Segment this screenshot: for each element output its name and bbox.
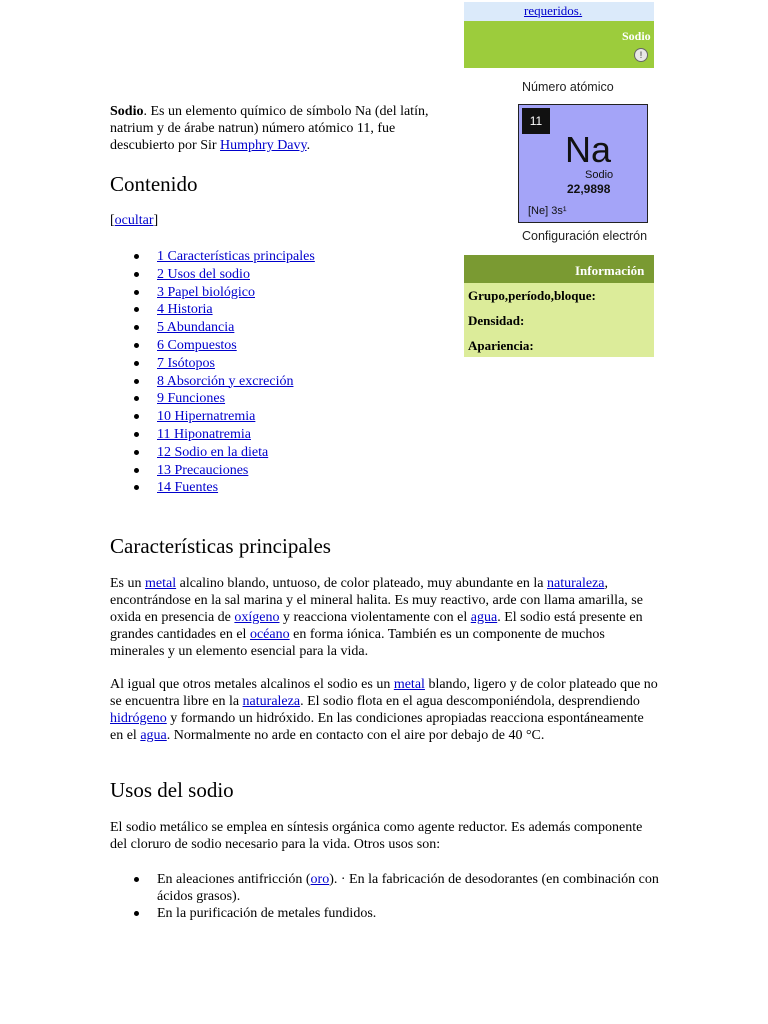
- section-heading-caracteristicas: Características principales: [110, 534, 331, 558]
- toc-link-5[interactable]: 5 Abundancia: [157, 320, 235, 336]
- infobox-top-cell: [464, 2, 654, 21]
- text-run: y reacciona violentamente con el: [279, 610, 471, 625]
- toc-link-10[interactable]: 10 Hipernatremia: [157, 409, 256, 425]
- element-number: 11: [522, 108, 550, 134]
- text-run: en forma iónica. También es un componente de muchos minerales y un elemento esencial para la vida.: [110, 627, 605, 659]
- toc-item: [110, 266, 315, 284]
- info-icon[interactable]: !: [634, 48, 648, 62]
- toc-item: [110, 319, 315, 337]
- toc-heading: Contenido: [110, 172, 198, 196]
- infobox-properties: [464, 283, 654, 357]
- toc-item: [110, 284, 315, 302]
- hidrogeno-link[interactable]: hidrógeno: [110, 711, 167, 726]
- toc-link-12[interactable]: 12 Sodio en la dieta: [157, 444, 269, 460]
- intro-bold-term: Sodio: [110, 104, 144, 119]
- text-run: , encontrándose en la sal marina y el mineral halita. Es muy reactivo, arde con llama amarilla, se oxida en presencia de: [110, 576, 643, 625]
- toc-link-4[interactable]: 4 Historia: [157, 302, 213, 318]
- toc-link-8[interactable]: 8 Absorción y excreción: [157, 373, 294, 389]
- toc-item: [110, 373, 315, 391]
- toc-item: [110, 301, 315, 319]
- element-symbol: Na: [565, 129, 612, 170]
- infobox-section-title: Información: [575, 263, 645, 278]
- list-item: [110, 905, 660, 922]
- naturaleza-link[interactable]: naturaleza: [547, 576, 605, 591]
- toc-link-3[interactable]: 3 Papel biológico: [157, 284, 255, 300]
- section1-paragraph-1: [110, 575, 660, 660]
- toc-link-7[interactable]: 7 Isótopos: [157, 355, 215, 371]
- intro-text-end: .: [306, 138, 311, 153]
- section1-paragraph-2: [110, 676, 660, 744]
- toc-item: [110, 462, 315, 480]
- list-item: [110, 871, 660, 905]
- intro-paragraph: [110, 103, 445, 154]
- oceano-link[interactable]: océano: [249, 627, 290, 642]
- element-tile: [518, 104, 648, 223]
- text-run: y formando un hidróxido. En las condiciones apropiadas reacciona espontáneamente en el: [110, 711, 644, 743]
- element-configuration: [Ne] 3s¹: [528, 205, 567, 217]
- text-run: alcalino blando, untuoso, de color plateado, muy abundante en la: [176, 576, 547, 591]
- toc-item: [110, 390, 315, 408]
- toc-link-13[interactable]: 13 Precauciones: [157, 462, 249, 478]
- infobox-title-bar: [464, 21, 654, 68]
- naturaleza-link[interactable]: naturaleza: [242, 694, 301, 709]
- section2-paragraph-1: El sodio metálico se emplea en síntesis orgánica como agente reductor. Es además componente del cloruro de sodio necesario para la vida. Otros usos son:: [110, 820, 643, 852]
- toc-item: [110, 355, 315, 373]
- text-run: blando, ligero y de color plateado que no se encuentra libre en la: [110, 677, 658, 709]
- toc-item: [110, 408, 315, 426]
- agua-link[interactable]: agua: [140, 728, 167, 743]
- agua-link[interactable]: agua: [470, 610, 498, 625]
- text-run: En aleaciones antifricción (: [157, 872, 311, 887]
- metal-link[interactable]: metal: [145, 576, 177, 591]
- property-density-label: Densidad:: [468, 313, 525, 328]
- uses-list: [110, 871, 660, 922]
- toc-bracket-close: ]: [153, 213, 159, 228]
- toc-item: [110, 426, 315, 444]
- element-mass: 22,9898: [567, 182, 611, 196]
- toc-item: [110, 337, 315, 355]
- element-name: Sodio: [585, 169, 614, 181]
- metal-link[interactable]: metal: [393, 677, 425, 692]
- text-run: ). · En la fabricación de desodorantes (en combinación con ácidos grasos).: [157, 872, 659, 904]
- atomic-number-label: Número atómico: [522, 80, 614, 94]
- toc-toggle: [110, 213, 158, 229]
- toc-link-1[interactable]: 1 Características principales: [157, 249, 315, 264]
- configuration-label: Configuración electrón: [522, 229, 648, 243]
- text-run: . Normalmente no arde en contacto con el aire por debajo de 40 °C.: [166, 728, 545, 743]
- toc-link-2[interactable]: 2 Usos del sodio: [157, 266, 250, 282]
- text-run: . El sodio está presente en grandes cantidades en el: [110, 610, 643, 642]
- toc-bracket-open: [: [110, 213, 115, 228]
- text-run: Al igual que otros metales alcalinos el sodio es un: [110, 677, 394, 692]
- intro-text: . Es un elemento químico de símbolo Na (del latín, natrium y de árabe natrun) número atómico 11, fue descubierto por Sir: [110, 104, 429, 153]
- infobox-section-header: [464, 255, 654, 283]
- text-run: En la purificación de metales fundidos.: [157, 906, 377, 921]
- toc-item: [110, 479, 315, 497]
- toc-item: [110, 248, 315, 266]
- property-group-label: Grupo,período,bloque:: [468, 288, 596, 303]
- oro-link[interactable]: oro: [310, 872, 330, 887]
- toc-link-14[interactable]: 14 Fuentes: [157, 480, 219, 496]
- toc-hide-link[interactable]: ocultar: [114, 213, 154, 228]
- requeridos-link[interactable]: requeridos.: [524, 3, 583, 18]
- toc-link-9[interactable]: 9 Funciones: [157, 391, 226, 407]
- toc-list: [110, 248, 315, 497]
- section-heading-usos: Usos del sodio: [110, 778, 234, 802]
- humphry-davy-link[interactable]: Humphry Davy: [220, 138, 307, 153]
- property-appearance-label: Apariencia:: [468, 338, 534, 353]
- text-run: Es un: [110, 576, 145, 591]
- toc-link-6[interactable]: 6 Compuestos: [157, 337, 237, 353]
- toc-item: [110, 444, 315, 462]
- oxigeno-link[interactable]: oxígeno: [234, 610, 280, 625]
- text-run: . El sodio flota en el agua descomponiéndola, desprendiendo: [300, 694, 640, 709]
- toc-link-11[interactable]: 11 Hiponatremia: [157, 426, 251, 442]
- infobox-title: Sodio: [622, 29, 651, 43]
